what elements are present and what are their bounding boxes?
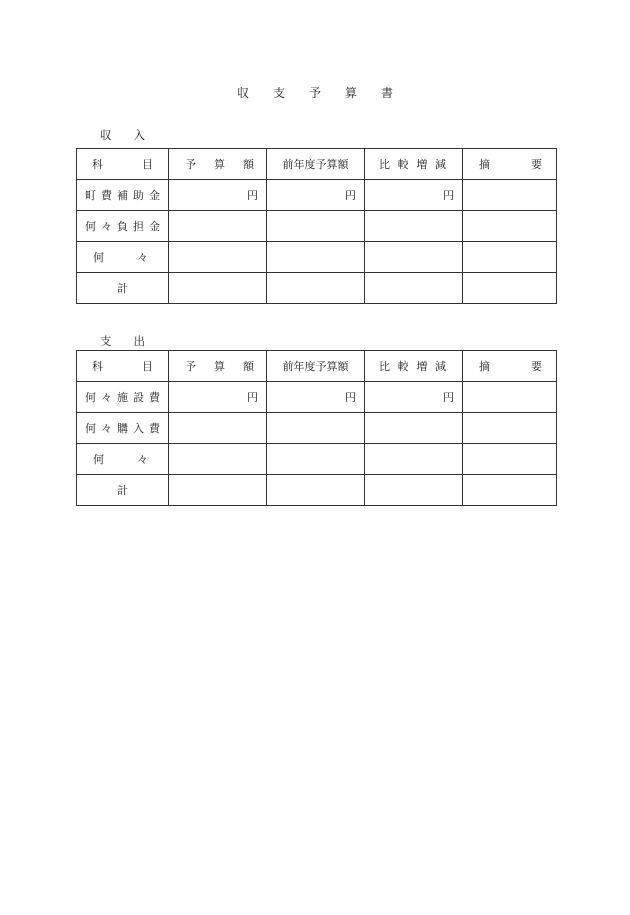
cell-prev-budget [267, 475, 365, 506]
cell-subject [77, 242, 169, 273]
header-diff [365, 351, 463, 382]
cell-budget [169, 211, 267, 242]
cell-note [463, 273, 557, 304]
subject-label: 何 々 購 入 費 [85, 422, 160, 435]
cell-prev-budget [267, 444, 365, 475]
table-row [77, 444, 557, 475]
subject-label: 何 々 施 設 費 [85, 391, 160, 404]
header-note-label: 摘 要 [479, 158, 542, 171]
cell-note [463, 444, 557, 475]
cell-subject: 計 [77, 273, 169, 304]
cell-diff [365, 475, 463, 506]
cell-diff: 円 [365, 382, 463, 413]
cell-budget [169, 273, 267, 304]
cell-prev-budget [267, 273, 365, 304]
cell-prev-budget [267, 211, 365, 242]
cell-note [463, 413, 557, 444]
cell-note [463, 180, 557, 211]
cell-diff [365, 273, 463, 304]
table-row [77, 413, 557, 444]
expense-table [76, 350, 557, 506]
cell-note [463, 242, 557, 273]
subject-label: 何 々 [93, 453, 148, 466]
cell-subject [77, 413, 169, 444]
table-row [77, 211, 557, 242]
cell-subject [77, 444, 169, 475]
header-budget [169, 149, 267, 180]
table-row [77, 242, 557, 273]
cell-note [463, 382, 557, 413]
cell-subject [77, 382, 169, 413]
cell-subject [77, 211, 169, 242]
income-table [76, 148, 557, 304]
cell-prev-budget [267, 413, 365, 444]
subject-label: 町 費 補 助 金 [85, 189, 160, 202]
cell-subject [77, 180, 169, 211]
cell-prev-budget: 円 [267, 382, 365, 413]
cell-diff [365, 242, 463, 273]
header-prev-budget: 前年度予算額 [267, 351, 365, 382]
cell-note [463, 211, 557, 242]
cell-budget: 円 [169, 180, 267, 211]
table-header-row [77, 149, 557, 180]
table-header-row [77, 351, 557, 382]
table-row [77, 180, 557, 211]
header-budget-label: 予 算 額 [185, 360, 254, 373]
subject-label: 何 々 [93, 251, 148, 264]
header-diff-label: 比 較 増 減 [379, 158, 446, 171]
cell-budget [169, 475, 267, 506]
header-diff [365, 149, 463, 180]
cell-diff [365, 444, 463, 475]
subject-label: 何 々 負 担 金 [85, 220, 160, 233]
cell-diff: 円 [365, 180, 463, 211]
cell-prev-budget [267, 242, 365, 273]
header-prev-budget: 前年度予算額 [267, 149, 365, 180]
header-subject-label: 科 目 [92, 158, 153, 171]
header-diff-label: 比 較 増 減 [379, 360, 446, 373]
cell-budget [169, 413, 267, 444]
header-subject-label: 科 目 [92, 360, 153, 373]
table-row [77, 273, 557, 304]
header-subject [77, 149, 169, 180]
income-section-label: 収入 [100, 128, 167, 142]
cell-note [463, 475, 557, 506]
expense-table-body [77, 351, 557, 506]
expense-section-label: 支出 [100, 334, 167, 348]
header-note [463, 149, 557, 180]
cell-diff [365, 211, 463, 242]
table-row [77, 475, 557, 506]
header-note [463, 351, 557, 382]
header-note-label: 摘 要 [479, 360, 542, 373]
cell-prev-budget: 円 [267, 180, 365, 211]
cell-budget: 円 [169, 382, 267, 413]
header-subject [77, 351, 169, 382]
cell-budget [169, 242, 267, 273]
table-row [77, 382, 557, 413]
header-budget-label: 予 算 額 [185, 158, 254, 171]
document-title: 収支予算書 [236, 86, 417, 100]
cell-diff [365, 413, 463, 444]
income-table-body [77, 149, 557, 304]
cell-subject: 計 [77, 475, 169, 506]
header-budget [169, 351, 267, 382]
cell-budget [169, 444, 267, 475]
